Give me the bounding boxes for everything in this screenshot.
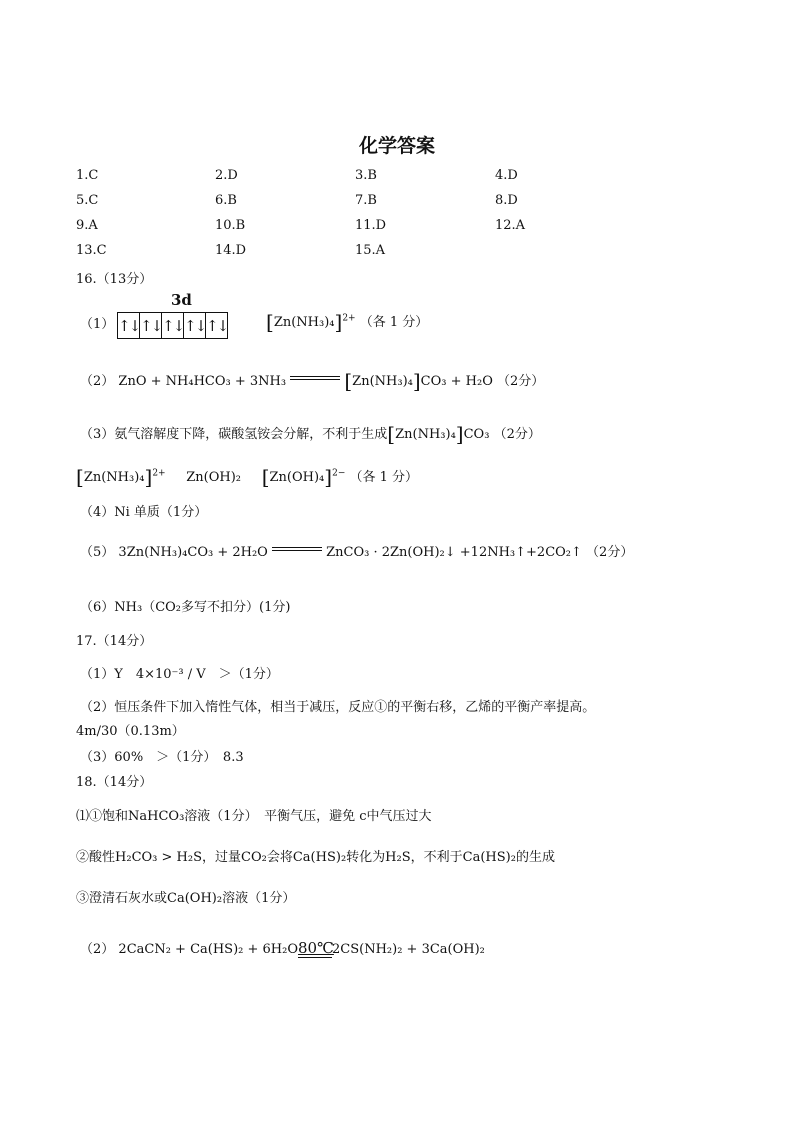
q16-p1-label: （1） [80,317,115,332]
complex-formula: Zn(NH₃)₄ [273,315,335,330]
bracket: ] [412,369,421,393]
orbital-box: ↑↓ [161,312,184,339]
equation-right: 2CS(NH₂)₂ + 3Ca(OH)₂ [332,942,485,957]
orbital-box: ↑↓ [183,312,206,339]
complex-formula: Zn(NH₃)₄ [352,374,413,389]
bracket: ] [455,422,464,446]
bracket: [ [261,465,270,489]
bracket: ] [144,465,153,489]
mc-answer: 9.A [76,218,98,233]
orbital-box: ↑↓ [205,312,228,339]
q16-p1-answer [266,310,428,334]
complex-formula: Zn(NH₃)₄ [395,427,456,442]
orbital-label: 3d [171,291,192,309]
q17-header: 17.（14分） [76,634,153,649]
charge: 2+ [342,313,356,324]
answer-text: ，过量 [202,850,242,865]
mc-answer: 15.A [355,243,386,258]
mc-answer: 1.C [76,168,99,183]
equals-sign [290,375,340,383]
q16-p3-species [76,465,418,489]
species-formula: CO₂ [241,850,267,865]
bracket: [ [266,310,274,334]
mc-answer: 6.B [215,193,237,208]
answer-text: ⑴①饱和 [76,809,129,824]
species-formula: Ca(OH)₂ [167,891,223,906]
equation-right: ZnCO₃ · 2Zn(OH)₂↓ +12NH₃↑+2CO₂↑ [326,545,582,560]
orbital-box: ↑↓ [139,312,162,339]
answer-text: ③澄清石灰水或 [76,891,168,906]
charge: 2− [332,468,346,479]
orbital-diagram [117,312,227,339]
reaction-condition [298,941,332,958]
mc-answer: 5.C [76,193,99,208]
q17-p2b: 4m/30（0.13m） [76,724,185,739]
q18-p2 [76,846,555,865]
species-formula: NaHCO₃ [128,809,185,824]
species-formula: H₂CO₃ > H₂S [115,850,202,865]
species-formula: Ca(HS)₂ [292,850,347,865]
mc-answer: 8.D [495,193,518,208]
complex-formula: Zn(NH₃)₄ [83,470,145,485]
page-title: 化学答案 [358,135,435,157]
species-formula: Zn(OH)₂ [186,470,242,485]
score-note: （2分） [586,545,634,560]
score-note: （各 1 分） [359,315,429,330]
part-label: （5） [80,545,115,560]
mc-answer: 12.A [495,218,526,233]
equals-sign [272,546,322,554]
answer-text: 会将 [266,850,293,865]
part-label: （6） [80,600,115,615]
answer-text: 的生成 [515,850,555,865]
mc-answer: 14.D [215,243,247,258]
bracket: [ [387,422,396,446]
orbital-box: ↑↓ [117,312,140,339]
bracket: [ [344,369,353,393]
mc-answer: 10.B [215,218,246,233]
q17-p3: （3）60% ＞（1分） 8.3 [80,750,244,765]
complex-formula: Zn(OH)₄ [269,470,325,485]
score-note: （各 1 分） [349,470,419,485]
mc-answer: 3.B [355,168,377,183]
mc-answer: 2.D [215,168,238,183]
part-label: （2） [80,374,115,389]
bracket: ] [324,465,333,489]
mc-answer: 4.D [495,168,518,183]
score-note: （2分） [493,427,541,442]
q16-p5 [80,541,633,560]
species-formula: Ca(HS)₂ [462,850,516,865]
answer-text: 溶液（1分） [222,891,296,906]
q16-p4: （4）Ni 单质（1分） [80,505,208,520]
equals-sign [298,957,332,958]
score-note: （2分） [497,374,545,389]
part-label: （2） [80,942,115,957]
mc-answer: 11.D [355,218,387,233]
formula-tail: CO₃ [463,427,490,442]
bracket: [ [76,465,84,489]
q18-p3 [76,887,295,906]
mc-answer: 7.B [355,193,377,208]
answer-text: ②酸性 [76,850,116,865]
mc-answer: 13.C [76,243,107,258]
answer-text: 溶液（1分） 平衡气压，避免 c中气压过大 [184,809,432,824]
charge: 2+ [152,468,166,479]
q17-p2: （2）恒压条件下加入惰性气体，相当于减压，反应①的平衡右移，乙烯的平衡产率提高。 [80,700,596,715]
q18-header: 18.（14分） [76,775,153,790]
equation-left: 3Zn(NH₃)₄CO₃ + 2H₂O [118,545,268,560]
q16-header: 16.（13分） [76,272,153,287]
q17-p1: （1）Y 4×10⁻³ / V ＞（1分） [80,667,279,682]
answer-text: 转化为 [346,850,386,865]
q16-p2 [80,369,544,393]
equation-right: CO₃ + H₂O [420,374,493,389]
condition-text: 80℃ [298,939,334,957]
answer-text: NH₃（CO₂多写不扣分）(1分) [114,600,291,615]
answer-text: ，不利于 [410,850,463,865]
q18-p1 [76,805,431,824]
bracket: ] [334,310,343,334]
answer-text: （3）氨气溶解度下降，碳酸氢铵会分解，不利于生成 [80,427,388,442]
species-formula: H₂S [385,850,411,865]
q16-p3 [80,422,541,446]
q16-p6 [80,596,290,615]
equation-left: ZnO + NH₄HCO₃ + 3NH₃ [118,374,287,389]
q18-equation [80,938,485,958]
equation-left: 2CaCN₂ + Ca(HS)₂ + 6H₂O [118,942,299,957]
